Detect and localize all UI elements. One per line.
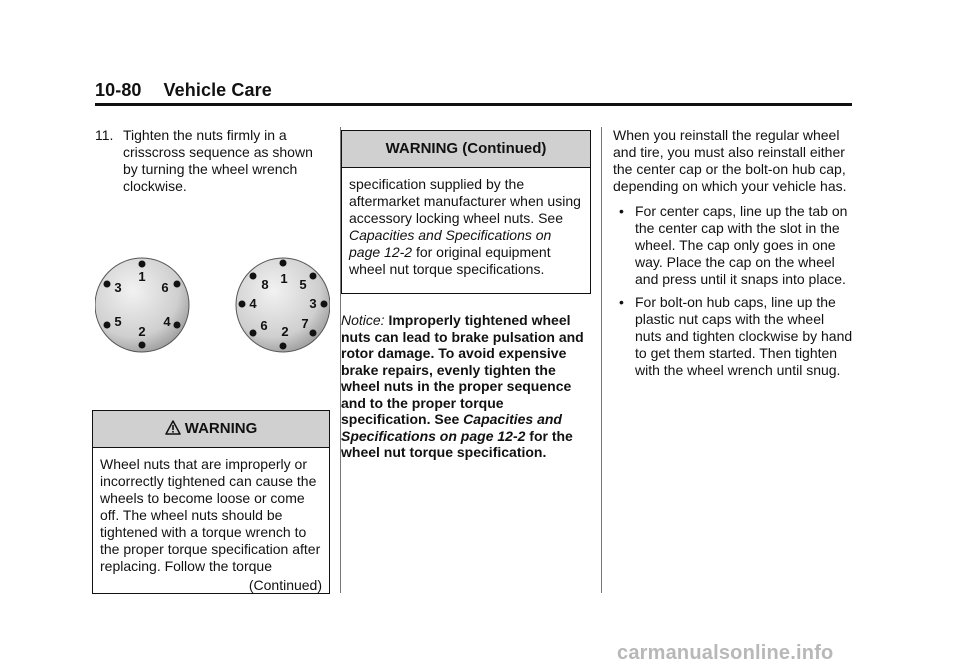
nut-label: 8 <box>261 277 269 292</box>
step-text: Tighten the nuts firmly in a crisscross sequence as shown by turning the wheel wrench clockwise. <box>123 127 313 194</box>
nut-label: 2 <box>138 324 146 339</box>
wheel-diagram-8-nut <box>236 258 330 352</box>
nut-label: 1 <box>138 269 146 284</box>
nut-label: 6 <box>161 280 169 295</box>
bullet-item: • For center caps, line up the tab on the center cap with the slot in the wheel. The cap only goes in one way. Place the cap on the wheel and press until it snaps into place. <box>619 203 848 287</box>
warning-header <box>93 411 329 448</box>
nut-label: 1 <box>280 271 288 286</box>
nut-label: 6 <box>260 318 268 333</box>
notice-label: Notice: <box>341 312 385 328</box>
column-1 <box>95 127 330 195</box>
nut-label: 3 <box>114 280 122 295</box>
page-header <box>95 80 272 101</box>
notice-paragraph: Notice: Improperly tightened wheel nuts can lead to brake pulsation and rotor damage. To avoid expensive brake repairs, evenly tighten the wheel nuts in the proper sequence and to the proper torque specification. See Capacities and Specifications on page 12-2 for the wheel nut torque specification. <box>341 312 584 460</box>
nut-label: 2 <box>281 324 289 339</box>
warning-continued-box <box>341 130 591 294</box>
watermark: carmanualsonline.info <box>617 642 834 664</box>
bullet-icon: • <box>619 203 624 219</box>
wheel-nut-diagrams <box>95 250 330 360</box>
bullet-icon: • <box>619 294 624 310</box>
continued-label: (Continued) <box>248 577 322 593</box>
warning-continued-header: WARNING (Continued) <box>342 131 590 168</box>
nut-label: 4 <box>249 296 257 311</box>
warning-box <box>92 410 330 594</box>
nut-label: 7 <box>301 316 309 331</box>
cross-reference-link: Capacities and Specifications on page 12-2 <box>341 411 562 444</box>
nut-label: 5 <box>299 277 307 292</box>
page-number: 10-80 <box>95 80 142 100</box>
warning-triangle-icon <box>165 420 181 435</box>
step-number: 11. <box>95 127 114 143</box>
header-rule <box>95 103 852 106</box>
warning-body: Wheel nuts that are improperly or incorrectly tightened can cause the wheels to become loose or come off. The wheel nuts should be tightened with a torque wrench to the proper torque specification after replacing. Follow the torque <box>100 456 321 574</box>
cross-reference-link: Capacities and Specifications on page 12-2 <box>349 227 552 260</box>
nut-label: 4 <box>163 314 171 329</box>
nut-label: 3 <box>309 296 317 311</box>
wheel-diagram-6-nut <box>95 258 189 352</box>
bullet-item: • For bolt-on hub caps, line up the plastic nut caps with the wheel nuts and tighten clockwise by hand to get them started. Then tighten with the wheel wrench until snug. <box>619 294 853 378</box>
warning-title: WARNING <box>184 420 258 437</box>
nut-label: 5 <box>114 314 122 329</box>
step-11 <box>95 127 330 195</box>
warning-continued-body: specification supplied by the aftermarket manufacturer when using accessory locking wheel nuts. See Capacities and Specifications on page 12-2 for original equipment wheel nut torque specifications. <box>349 176 581 277</box>
section-title: Vehicle Care <box>163 80 272 100</box>
column-3 <box>613 127 853 385</box>
column-divider <box>601 127 602 593</box>
intro-paragraph: When you reinstall the regular wheel and tire, you must also reinstall either the center cap or the bolt-on hub cap, depending on which your vehicle has. <box>613 127 847 194</box>
